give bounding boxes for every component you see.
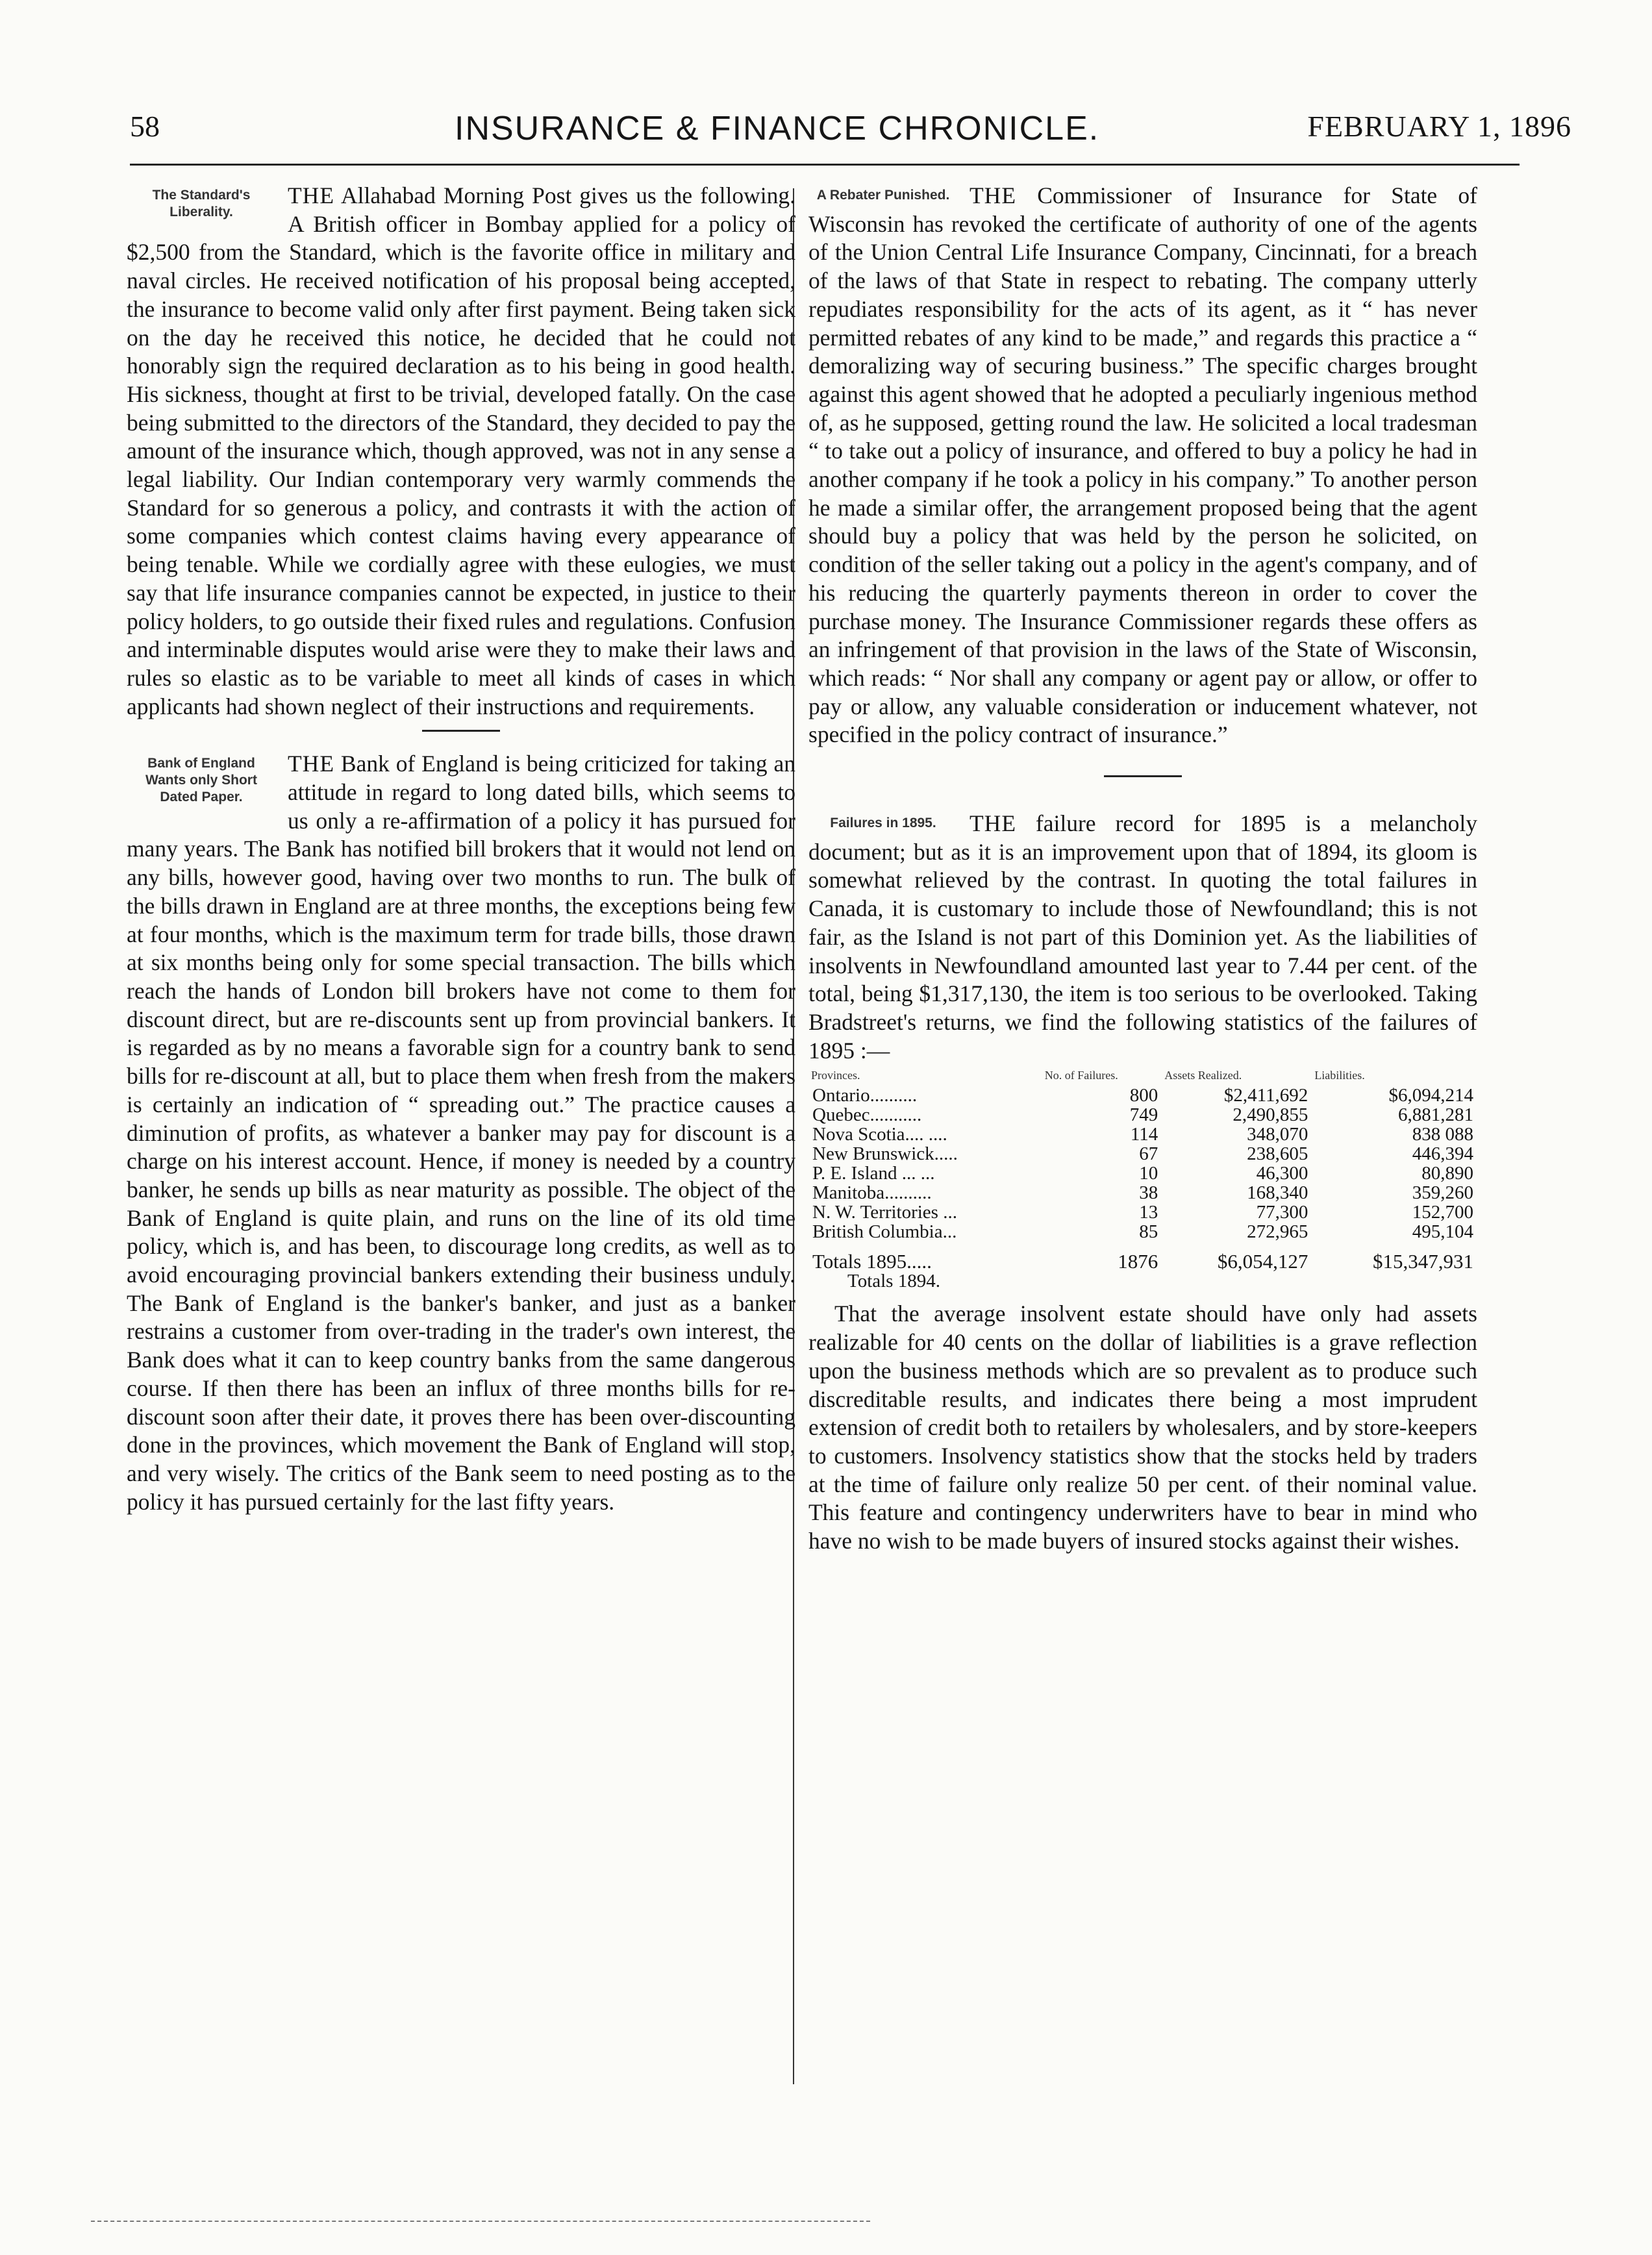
article-body — [808, 810, 1477, 1065]
article-separator — [422, 730, 500, 732]
article-bank-of-england — [127, 750, 795, 1516]
assets-cell: 348,070 — [1247, 1124, 1308, 1145]
table-row — [808, 1183, 1477, 1202]
table-header-row — [808, 1069, 1477, 1086]
page-number: 58 — [130, 110, 160, 143]
province-cell: Quebec........... — [812, 1104, 922, 1126]
failures-cell: 67 — [1139, 1143, 1158, 1165]
column-header: Assets Realized. — [1164, 1069, 1242, 1082]
article-text: failure record for 1895 is a melancholy document; but as it is an improvement upon that of 1894, its gloom is somewhat relieved by the contrast. In quoting the total failures in Canada, it is customary to include those of Newfoundland; this is not fair, as the Island is not part of this Dominion yet. As the liabilities of insolvents in Newfoundland amounted last year to 7.44 per cent. of the total, being $1,317,130, the item is too serious to be overlooked. Taking Bradstreet's returns, we find the following statistics of the failures of 1895 :— — [808, 810, 1478, 1064]
assets-cell: 46,300 — [1256, 1163, 1308, 1184]
totals-failures: 1876 — [1118, 1250, 1158, 1273]
article-standards-liberality — [127, 182, 795, 721]
province-cell: British Columbia... — [812, 1221, 957, 1243]
failures-cell: 13 — [1139, 1202, 1158, 1223]
article-separator — [1104, 775, 1182, 777]
assets-cell: 238,605 — [1247, 1143, 1308, 1165]
liabilities-cell: 6,881,281 — [1398, 1104, 1473, 1126]
province-cell: Nova Scotia.... .... — [812, 1124, 947, 1145]
liabilities-cell: 359,260 — [1412, 1182, 1473, 1204]
totals-row-1895 — [808, 1241, 1477, 1271]
province-cell: N. W. Territories ... — [812, 1202, 957, 1223]
lead-word: THE — [970, 810, 1017, 837]
sidenote-rebater-punished: A Rebater Punished. — [816, 188, 950, 203]
header-rule — [130, 164, 1520, 166]
province-cell: Ontario.......... — [812, 1085, 918, 1106]
table-row — [808, 1125, 1477, 1144]
table-row — [808, 1144, 1477, 1164]
lead-word: THE — [288, 751, 335, 777]
lead-word: THE — [288, 182, 335, 208]
article-text: Commissioner of Insurance for State of Wisconsin has revoked the certificate of authority of one of the agents of the Union Central Life Insurance Company, Cincinnati, for a breach of the laws of that State in respect to rebating. The company utterly repudiates responsibility for the acts of its agent, as it “ has never permitted rebates of any kind to be made,” and regards this practice a “ demoralizing way of securing business.” The specific charges brought against this agent showed that he adopted a peculiarly ingenious method of, as he supposed, getting round the law. He solicited a local tradesman “ to take out a policy of insurance, and offered to buy a policy he had in another company if he took a policy in his company.” To another person he made a similar offer, the arrangement proposed being that the agent should buy a policy that was held by the person he solicited, on condition of the seller taking out a policy in the agent's company, and of his reducing the quarterly payments thereon in order to cover the purchase money. The Insurance Commissioner regards these offers as an infringement of that provision in the laws of the State of Wisconsin, which reads: “ Nor shall any company or agent pay or allow, or offer to pay or allow, any valuable consideration or inducement whatever, not specified in the policy contract of insurance.” — [808, 182, 1477, 748]
right-column — [808, 182, 1477, 1556]
table-row — [808, 1086, 1477, 1105]
totals-row-1894 — [808, 1271, 1477, 1291]
failures-cell: 749 — [1129, 1104, 1158, 1126]
assets-cell: 168,340 — [1247, 1182, 1308, 1204]
journal-title: INSURANCE & FINANCE CHRONICLE. — [455, 110, 1100, 147]
column-header: No. of Failures. — [1044, 1069, 1118, 1082]
liabilities-cell: 838 088 — [1412, 1124, 1473, 1145]
failures-cell: 10 — [1139, 1163, 1158, 1184]
article-failures-1895 — [808, 810, 1477, 1556]
table-row — [808, 1222, 1477, 1241]
liabilities-cell: 495,104 — [1412, 1221, 1473, 1243]
failures-cell: 800 — [1129, 1085, 1158, 1106]
liabilities-cell: 80,890 — [1421, 1163, 1473, 1184]
province-cell: New Brunswick..... — [812, 1143, 958, 1165]
lead-word: THE — [970, 182, 1017, 208]
assets-cell: $2,411,692 — [1223, 1085, 1308, 1106]
table-row — [808, 1202, 1477, 1222]
article-conclusion: That the average insolvent estate should have only had assets realizable for 40 cents on the dollar of liabilities is a grave reflection upon the business methods which are so prevalent as to produce such discreditable results, and indicates there being a most imprudent extension of credit both to retailers by wholesalers, and by store-keepers to customers. Insolvency statistics show that the stocks held by traders at the time of failure only realize 50 per cent. of their nominal value. This feature and contingency underwriters have to bear in mind who have no wish to be made buyers of insured stocks against their wishes. — [808, 1301, 1477, 1554]
article-rebater-punished — [808, 182, 1477, 749]
totals-assets: $6,054,127 — [1217, 1250, 1308, 1273]
article-text: Allahabad Morning Post gives us the following. A British officer in Bombay applied for a policy of $2,500 from the Standard, which is the favorite office in military and naval circles. He received notification of his proposal being accepted, the insurance to become valid only after first payment. Being taken sick on the day he received this notice, he decided that he could not honorably sign the required declaration as to his being in good health. His sickness, thought at first to be trivial, developed fatally. On the case being submitted to the directors of the Standard, they decided to pay the amount of the insurance which, though approved, was not in any sense a legal liability. Our Indian contemporary very warmly commends the Standard for so generous a policy, and contrasts it with the action of some companies which contest claims having every appearance of being tenable. While we cordially agree with these eulogies, we must say that life insurance companies cannot be expected, in justice to their policy holders, to go outside their fixed rules and regulations. Confusion and interminable disputes would arise were they to make their laws and rules so elastic as to be variable to meet all kinds of cases in which applicants had shown neglect of their instructions and requirements. — [127, 182, 795, 719]
article-body — [808, 182, 1477, 749]
sidenote-failures: Failures in 1895. — [830, 816, 936, 831]
totals-label: Totals 1895..... — [812, 1250, 932, 1273]
table-row — [808, 1105, 1477, 1125]
failures-cell: 85 — [1139, 1221, 1158, 1243]
footer-rule — [91, 2221, 870, 2222]
province-cell: P. E. Island ... ... — [812, 1163, 935, 1184]
totals-label: Totals 1894. — [847, 1271, 940, 1292]
left-column — [127, 182, 795, 1516]
article-body — [127, 750, 795, 1516]
assets-cell: 272,965 — [1247, 1221, 1308, 1243]
assets-cell: 2,490,855 — [1233, 1104, 1308, 1126]
assets-cell: 77,300 — [1256, 1202, 1308, 1223]
province-cell: Manitoba.......... — [812, 1182, 932, 1204]
totals-liabilities: $15,347,931 — [1373, 1250, 1473, 1273]
sidenote-bank-of-england: Bank of England Wants only Short Dated Paper. — [145, 756, 257, 805]
failures-cell: 114 — [1130, 1124, 1158, 1145]
sidenote-standards-liberality: The Standard's Liberality. — [152, 188, 251, 219]
liabilities-cell: $6,094,214 — [1388, 1085, 1473, 1106]
failures-table — [808, 1069, 1477, 1291]
issue-date: FEBRUARY 1, 1896 — [1307, 110, 1571, 143]
article-text: Bank of England is being criticized for taking an attitude in regard to long dated bills, which seems to us only a re-affirmation of a policy it has pursued for many years. The Bank has notified bill brokers that it would not lend on any bills, however good, having over two months to run. The bulk of the bills drawn in England are at three months, the exceptions being few at four months, which is the maximum term for trade bills, those drawn at six months being only for some special transaction. The bills which reach the hands of London bill brokers have not come to them for discount direct, but are re-discounts sent up from provincial bankers. It is regarded as by no means a favorable sign for a country bank to send bills for re-discount at all, but to place them when fresh from the makers is certainly an indication of “ spreading out.” The practice causes a diminution of profits, as whatever a banker may pay for discount is a charge on his interest account. Hence, if money is needed by a country banker, he sends up bills as near maturity as possible. The object of the Bank of England is quite plain, and runs on the line of its old time policy, which is, and has been, to discourage long credits, as well as to avoid encouraging provincial bankers extending their business unduly. The Bank of England is the banker's banker, and just as a banker restrains a customer from over-trading in the trader's own interest, the Bank does what it can to keep country banks from the same dangerous course. If then there has been an influx of three months bills for re-discount soon after their date, it proves there has been over-discounting done in the provinces, which movement the Bank of England will stop, and very wisely. The critics of the Bank seem to need posting as to the policy it has pursued certainly for the last fifty years. — [127, 751, 796, 1515]
article-body — [127, 182, 795, 721]
column-header: Provinces. — [811, 1069, 860, 1082]
page-header — [91, 109, 1571, 155]
liabilities-cell: 152,700 — [1412, 1202, 1473, 1223]
table-row — [808, 1164, 1477, 1183]
liabilities-cell: 446,394 — [1412, 1143, 1473, 1165]
column-header: Liabilities. — [1314, 1069, 1365, 1082]
failures-cell: 38 — [1139, 1182, 1158, 1204]
